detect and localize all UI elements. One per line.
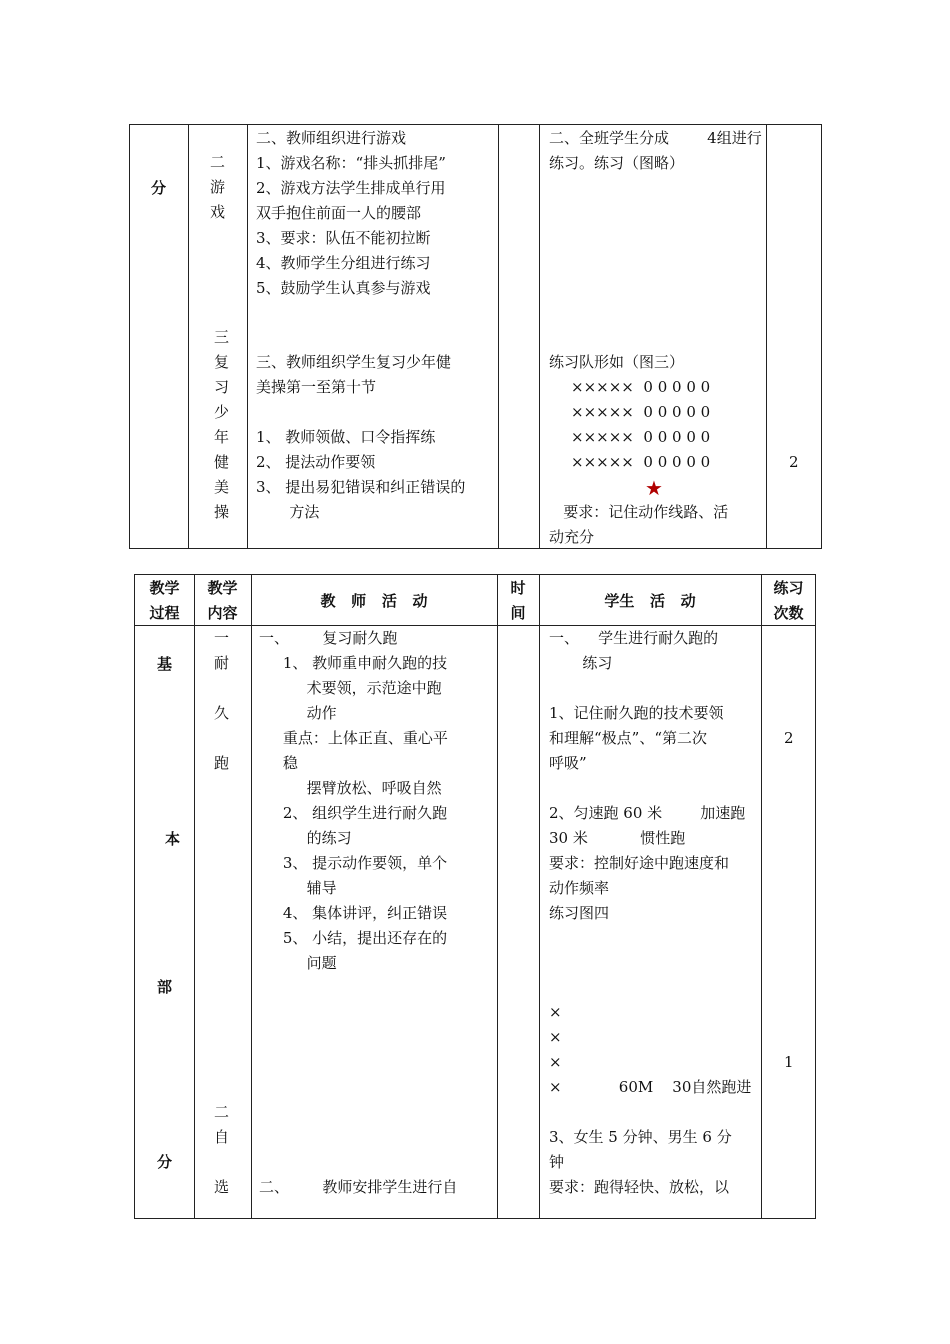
review-title-char: 操 — [214, 503, 230, 521]
student-game-line: 二、全班学生分成 4组进行 — [549, 129, 762, 147]
review-title-char: 年 — [214, 428, 230, 446]
diagram-line: × — [549, 1003, 562, 1021]
self-title-char: 选 — [214, 1178, 230, 1196]
teacher-game-line: 2、游戏方法学生排成单行用 — [256, 179, 446, 197]
student-tail-line: 钟 — [549, 1153, 565, 1171]
diagram-line: × — [549, 1028, 562, 1046]
header-student-activity: 学生 活 动 — [604, 592, 696, 610]
header-teacher-activity: 教 师 活 动 — [320, 592, 428, 610]
run-title-char: 一 — [214, 629, 230, 647]
student-run-line: 练习图四 — [549, 904, 610, 922]
teacher-run-line: 术要领，示范途中跑 — [259, 679, 442, 697]
self-title-char: 二 — [214, 1103, 230, 1121]
teacher-run-line: 的练习 — [259, 829, 352, 847]
teacher-game-line: 1、游戏名称：“排头抓排尾” — [256, 154, 446, 172]
teacher-run-line: 动作 — [259, 704, 337, 722]
diagram-line: × 60M 30自然跑进 — [549, 1078, 752, 1096]
teacher-review-line: 美操第一至第十节 — [256, 378, 377, 396]
game-title-char: 二 — [210, 153, 226, 171]
student-run-line: 呼吸” — [549, 754, 587, 772]
practice-count: 2 — [789, 453, 799, 471]
teacher-run-line: 一、 复习耐久跑 — [259, 629, 398, 647]
student-run-line: 2、匀速跑 60 米 加速跑 — [549, 804, 746, 822]
student-run-line: 和理解“极点”、“第二次 — [549, 729, 708, 747]
teacher-run-line: 摆臂放松、呼吸自然 — [259, 779, 442, 797]
teacher-review-line: 3、 提出易犯错误和纠正错误的 — [256, 478, 466, 496]
teacher-game-line: 双手抱住前面一人的腰部 — [256, 204, 422, 222]
teacher-review-line: 方法 — [256, 503, 320, 521]
header-practice-count: 练习 次数 — [773, 579, 804, 622]
student-run-line: 动作频率 — [549, 879, 610, 897]
practice-count-run: 2 — [784, 729, 794, 747]
practice-count-diagram: 1 — [784, 1053, 794, 1071]
teacher-run-line: 问题 — [259, 954, 337, 972]
review-title-char: 三 — [214, 328, 230, 346]
teacher-self-activity: 二、 教师安排学生进行自 — [259, 1178, 458, 1196]
diagram-line: × — [549, 1053, 562, 1071]
header-time: 时 间 — [510, 579, 526, 622]
formation-row: ××××× 0 0 0 0 0 — [571, 428, 711, 446]
header-process: 教学 过程 — [149, 579, 180, 622]
student-tail-line: 3、女生 5 分钟、男生 6 分 — [549, 1128, 732, 1146]
process-char-ben: 本 — [165, 830, 181, 848]
requirement-line: 要求：记住动作线路、活 — [549, 503, 729, 521]
teacher-run-line: 5、 小结，提出还存在的 — [259, 929, 448, 947]
self-title-char: 自 — [214, 1128, 230, 1146]
game-title-char: 游 — [210, 178, 226, 196]
teacher-game-line: 二、教师组织进行游戏 — [256, 129, 407, 147]
process-char-fen: 分 — [157, 1153, 173, 1171]
teacher-run-line: 稳 — [259, 754, 298, 772]
review-title-char: 美 — [214, 478, 230, 496]
student-run-line: 练习 — [549, 654, 613, 672]
review-title-char: 健 — [214, 453, 230, 471]
process-label-fen: 分 — [151, 179, 167, 197]
teacher-run-line: 辅导 — [259, 879, 337, 897]
lesson-table-main — [134, 574, 816, 1219]
review-title-char: 复 — [214, 353, 230, 371]
formation-row: ××××× 0 0 0 0 0 — [571, 453, 711, 471]
run-title-char: 久 — [214, 704, 230, 722]
teacher-review-line: 三、教师组织学生复习少年健 — [256, 353, 452, 371]
formation-row: ××××× 0 0 0 0 0 — [571, 378, 711, 396]
teacher-run-line: 3、 提示动作要领，单个 — [259, 854, 448, 872]
review-title-char: 少 — [214, 403, 230, 421]
teacher-game-line: 3、要求：队伍不能初拉断 — [256, 229, 431, 247]
teacher-review-line: 2、 提法动作要领 — [256, 453, 376, 471]
game-title-char: 戏 — [210, 203, 226, 221]
teacher-game-line: 5、鼓励学生认真参与游戏 — [256, 279, 431, 297]
requirement-line: 动充分 — [549, 528, 595, 546]
run-title-char: 跑 — [214, 754, 230, 772]
header-content: 教学 内容 — [207, 579, 238, 622]
teacher-run-line: 2、 组织学生进行耐久跑 — [259, 804, 448, 822]
student-run-line: 要求：控制好途中跑速度和 — [549, 854, 730, 872]
process-char-bu: 部 — [157, 978, 173, 996]
run-title-char: 耐 — [214, 654, 230, 672]
formation-row: ××××× 0 0 0 0 0 — [571, 403, 711, 421]
student-run-line: 一、 学生进行耐久跑的 — [549, 629, 719, 647]
student-review-line: 练习队形如（图三） — [549, 353, 685, 371]
teacher-game-line: 4、教师学生分组进行练习 — [256, 254, 431, 272]
student-run-line: 30 米 惯性跑 — [549, 829, 686, 847]
lesson-table-top — [129, 124, 822, 549]
teacher-run-line: 重点：上体正直、重心平 — [259, 729, 448, 747]
teacher-review-line: 1、 教师领做、口令指挥练 — [256, 428, 436, 446]
student-game-line: 练习。练习（图略） — [549, 154, 685, 172]
teacher-position-star-icon: ★ — [645, 476, 663, 500]
teacher-run-line: 4、 集体讲评，纠正错误 — [259, 904, 448, 922]
student-run-line: 1、记住耐久跑的技术要领 — [549, 704, 724, 722]
process-char-ji: 基 — [157, 655, 173, 673]
review-title-char: 习 — [214, 378, 230, 396]
teacher-run-line: 1、 教师重申耐久跑的技 — [259, 654, 448, 672]
student-tail-line: 要求：跑得轻快、放松，以 — [549, 1178, 730, 1196]
